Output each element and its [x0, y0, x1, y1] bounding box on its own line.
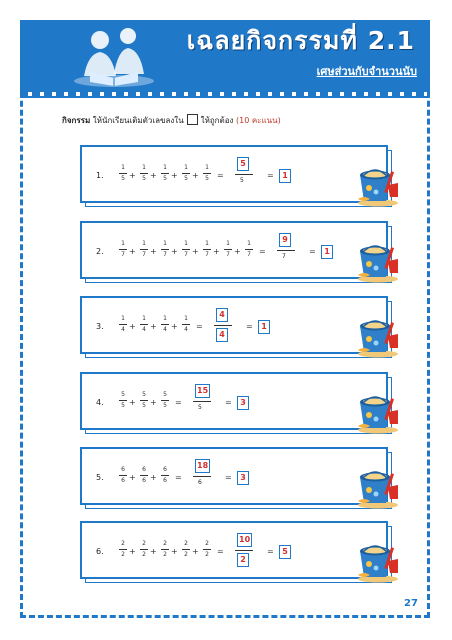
- answer-numerator-box: 10: [237, 533, 252, 547]
- plus-sign: +: [150, 398, 157, 407]
- result-box: 1: [321, 245, 333, 259]
- answer-denominator: 4: [216, 328, 228, 342]
- fraction-denominator: 4: [184, 326, 188, 333]
- equals-sign: =: [225, 473, 232, 482]
- fraction-numerator: 6: [142, 466, 146, 473]
- page-subtitle: เศษส่วนกับจำนวนนับ: [316, 65, 417, 78]
- equals-sign: =: [246, 322, 253, 331]
- fraction-numerator: 1: [163, 240, 167, 247]
- fraction-bar: [140, 249, 148, 250]
- fraction-bar: [161, 249, 169, 250]
- plus-sign: +: [129, 473, 136, 482]
- fraction-numerator: 1: [142, 240, 146, 247]
- fraction-denominator: 7: [205, 251, 209, 258]
- fraction-denominator: 7: [142, 251, 146, 258]
- fraction-denominator: 2: [163, 551, 167, 558]
- fraction-numerator: 2: [142, 540, 146, 547]
- fraction: [160, 240, 170, 259]
- fraction: [181, 164, 191, 183]
- equals-sign: =: [267, 547, 274, 556]
- fraction-bar: [182, 173, 190, 174]
- equals-sign: =: [259, 247, 266, 256]
- fraction-bar: [161, 400, 169, 401]
- fraction-denominator: 5: [184, 175, 188, 182]
- fraction-denominator: 5: [205, 175, 209, 182]
- answer-numerator-box: 15: [195, 384, 210, 398]
- instruction-text: ให้นักเรียนเติมตัวเลขลงใน: [92, 116, 184, 125]
- fraction-bar: [119, 549, 127, 550]
- fraction-denominator: 5: [163, 402, 167, 409]
- fraction-bar: [119, 249, 127, 250]
- answer-fraction-bar: [214, 325, 232, 326]
- answer-numerator-box: 5: [237, 157, 249, 171]
- problem-card: [80, 296, 388, 354]
- problem-number: 4.: [96, 398, 104, 407]
- plus-sign: +: [171, 322, 178, 331]
- fraction-bar: [140, 549, 148, 550]
- problem-number: 1.: [96, 171, 104, 180]
- fraction-denominator: 2: [121, 551, 125, 558]
- fraction-numerator: 1: [184, 315, 188, 322]
- equals-sign: =: [217, 547, 224, 556]
- plus-sign: +: [150, 547, 157, 556]
- fraction-numerator: 1: [121, 164, 125, 171]
- fraction-numerator: 1: [247, 240, 251, 247]
- instruction-text2: ให้ถูกต้อง: [200, 116, 234, 125]
- fraction-numerator: 1: [142, 164, 146, 171]
- fraction-bar: [140, 173, 148, 174]
- sand-bucket-icon: [354, 161, 400, 207]
- result-box: 5: [279, 545, 291, 559]
- plus-sign: +: [129, 247, 136, 256]
- fraction-numerator: 1: [163, 164, 167, 171]
- fraction-numerator: 1: [121, 240, 125, 247]
- problem-card: [80, 221, 388, 279]
- fraction-bar: [140, 400, 148, 401]
- problem-card: [80, 145, 388, 203]
- fraction: [118, 540, 128, 559]
- fraction: [118, 164, 128, 183]
- fraction-bar: [182, 324, 190, 325]
- fraction: [181, 540, 191, 559]
- fraction: [118, 391, 128, 410]
- problem-card: [80, 372, 388, 430]
- plus-sign: +: [213, 247, 220, 256]
- fraction-denominator: 5: [142, 402, 146, 409]
- plus-sign: +: [129, 398, 136, 407]
- fraction-bar: [203, 249, 211, 250]
- fraction-numerator: 1: [121, 315, 125, 322]
- problem-number: 6.: [96, 547, 104, 556]
- sand-bucket-icon: [354, 388, 400, 434]
- plus-sign: +: [234, 247, 241, 256]
- fraction-denominator: 2: [184, 551, 188, 558]
- answer-box-icon: [187, 114, 198, 125]
- fraction-denominator: 6: [142, 477, 146, 484]
- fraction-numerator: 5: [142, 391, 146, 398]
- plus-sign: +: [171, 171, 178, 180]
- instruction: [62, 114, 281, 127]
- sand-bucket-icon: [354, 463, 400, 509]
- fraction-denominator: 4: [142, 326, 146, 333]
- fraction-denominator: 5: [121, 175, 125, 182]
- plus-sign: +: [129, 171, 136, 180]
- fraction: [160, 391, 170, 410]
- fraction-denominator: 6: [121, 477, 125, 484]
- fraction: [160, 540, 170, 559]
- fraction-bar: [245, 249, 253, 250]
- fraction-denominator: 7: [121, 251, 125, 258]
- fraction: [223, 240, 233, 259]
- equals-sign: =: [196, 322, 203, 331]
- fraction-bar: [161, 549, 169, 550]
- answer-fraction-bar: [235, 550, 253, 551]
- fraction-bar: [119, 475, 127, 476]
- plus-sign: +: [129, 547, 136, 556]
- fraction-denominator: 6: [163, 477, 167, 484]
- fraction-numerator: 1: [163, 315, 167, 322]
- fraction-bar: [140, 324, 148, 325]
- plus-sign: +: [150, 322, 157, 331]
- children-reading-icon: [70, 26, 158, 88]
- fraction-numerator: 2: [163, 540, 167, 547]
- fraction-bar: [161, 324, 169, 325]
- fraction-bar: [119, 400, 127, 401]
- fraction-bar: [224, 249, 232, 250]
- fraction-bar: [203, 549, 211, 550]
- sand-bucket-icon: [354, 237, 400, 283]
- fraction: [202, 540, 212, 559]
- result-box: 3: [237, 396, 249, 410]
- problem-card: [80, 521, 388, 579]
- answer-denominator: 5: [240, 177, 244, 184]
- answer-numerator-box: 4: [216, 308, 228, 322]
- fraction-denominator: 7: [226, 251, 230, 258]
- fraction-denominator: 7: [247, 251, 251, 258]
- fraction-denominator: 7: [163, 251, 167, 258]
- result-box: 1: [258, 320, 270, 334]
- fraction: [244, 240, 254, 259]
- fraction-bar: [119, 324, 127, 325]
- score-note: (10 คะแนน): [235, 116, 281, 125]
- fraction-denominator: 5: [163, 175, 167, 182]
- fraction-bar: [182, 549, 190, 550]
- answer-denominator: 5: [198, 404, 202, 411]
- answer-numerator-box: 18: [195, 459, 210, 473]
- equals-sign: =: [309, 247, 316, 256]
- problem-number: 2.: [96, 247, 104, 256]
- fraction-numerator: 5: [163, 391, 167, 398]
- fraction-bar: [140, 475, 148, 476]
- plus-sign: +: [129, 322, 136, 331]
- plus-sign: +: [192, 247, 199, 256]
- fraction: [160, 315, 170, 334]
- result-box: 1: [279, 169, 291, 183]
- fraction-numerator: 1: [184, 240, 188, 247]
- fraction-denominator: 2: [142, 551, 146, 558]
- fraction-bar: [161, 475, 169, 476]
- fraction-bar: [203, 173, 211, 174]
- fraction: [118, 315, 128, 334]
- instruction-label: กิจกรรม: [62, 116, 91, 125]
- fraction: [202, 240, 212, 259]
- fraction: [202, 164, 212, 183]
- fraction-bar: [119, 173, 127, 174]
- fraction-numerator: 6: [163, 466, 167, 473]
- fraction: [139, 240, 149, 259]
- fraction-numerator: 1: [205, 240, 209, 247]
- answer-denominator: 7: [282, 253, 286, 260]
- equals-sign: =: [175, 398, 182, 407]
- fraction-denominator: 4: [121, 326, 125, 333]
- result-box: 3: [237, 471, 249, 485]
- sand-bucket-icon: [354, 537, 400, 583]
- fraction-numerator: 5: [121, 391, 125, 398]
- answer-fraction-bar: [235, 174, 253, 175]
- fraction-denominator: 5: [142, 175, 146, 182]
- plus-sign: +: [171, 547, 178, 556]
- fraction: [181, 240, 191, 259]
- fraction: [118, 466, 128, 485]
- answer-denominator: 6: [198, 479, 202, 486]
- page-number: 27: [404, 598, 418, 609]
- sand-bucket-icon: [354, 312, 400, 358]
- problem-number: 5.: [96, 473, 104, 482]
- fraction-denominator: 2: [205, 551, 209, 558]
- fraction-numerator: 2: [184, 540, 188, 547]
- fraction-denominator: 5: [121, 402, 125, 409]
- problem-number: 3.: [96, 322, 104, 331]
- plus-sign: +: [192, 171, 199, 180]
- answer-denominator: 2: [237, 553, 249, 567]
- fraction: [139, 466, 149, 485]
- fraction: [160, 466, 170, 485]
- answer-numerator-box: 9: [279, 233, 291, 247]
- plus-sign: +: [192, 547, 199, 556]
- answer-fraction-bar: [193, 476, 211, 477]
- fraction-numerator: 2: [121, 540, 125, 547]
- fraction-bar: [182, 249, 190, 250]
- answer-fraction-bar: [193, 401, 211, 402]
- plus-sign: +: [150, 171, 157, 180]
- equals-sign: =: [267, 171, 274, 180]
- equals-sign: =: [175, 473, 182, 482]
- equals-sign: =: [217, 171, 224, 180]
- fraction-numerator: 1: [226, 240, 230, 247]
- fraction: [139, 164, 149, 183]
- fraction-numerator: 6: [121, 466, 125, 473]
- fraction-numerator: 1: [205, 164, 209, 171]
- fraction: [139, 315, 149, 334]
- equals-sign: =: [225, 398, 232, 407]
- plus-sign: +: [150, 247, 157, 256]
- plus-sign: +: [150, 473, 157, 482]
- fraction-denominator: 4: [163, 326, 167, 333]
- answer-fraction-bar: [277, 250, 295, 251]
- fraction: [118, 240, 128, 259]
- plus-sign: +: [171, 247, 178, 256]
- fraction: [139, 391, 149, 410]
- page-title: เฉลยกิจกรรมที่ 2.1: [186, 26, 415, 55]
- fraction-denominator: 7: [184, 251, 188, 258]
- fraction: [181, 315, 191, 334]
- fraction-numerator: 1: [142, 315, 146, 322]
- fraction-numerator: 1: [184, 164, 188, 171]
- fraction: [160, 164, 170, 183]
- fraction: [139, 540, 149, 559]
- problem-card: [80, 447, 388, 505]
- fraction-bar: [161, 173, 169, 174]
- fraction-numerator: 2: [205, 540, 209, 547]
